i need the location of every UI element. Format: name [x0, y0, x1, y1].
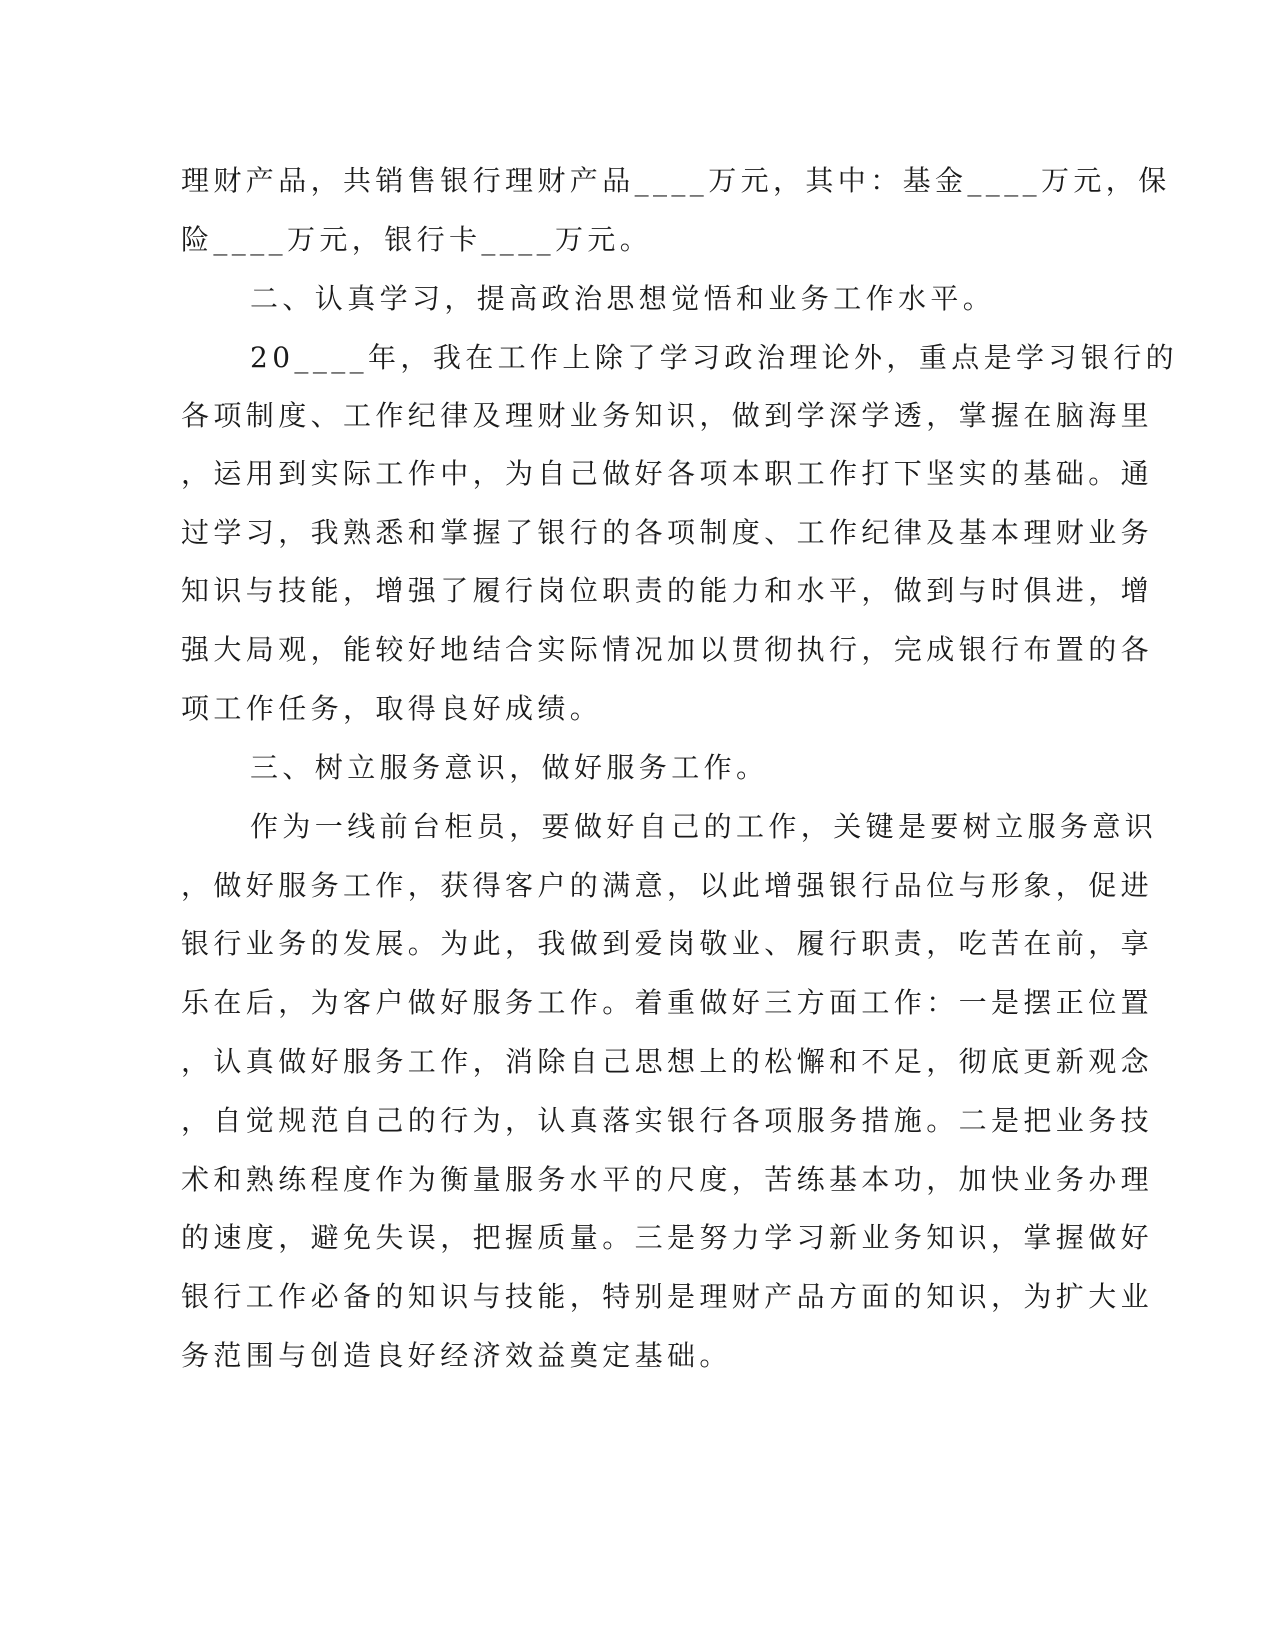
text-line-17: ，自觉规范自己的行为，认真落实银行各项服务措施。二是把业务技 [181, 1104, 1154, 1137]
text-line-14: 银行业务的发展。为此，我做到爱岗敬业、履行职责，吃苦在前，享 [181, 927, 1154, 960]
text-line-8: 知识与技能，增强了履行岗位职责的能力和水平，做到与时俱进，增 [181, 574, 1154, 607]
text-line-5: 各项制度、工作纪律及理财业务知识，做到学深学透，掌握在脑海里 [181, 399, 1154, 432]
text-line-6: ，运用到实际工作中，为自己做好各项本职工作打下坚实的基础。通 [181, 457, 1154, 490]
text-line-7: 过学习，我熟悉和掌握了银行的各项制度、工作纪律及基本理财业务 [181, 516, 1154, 549]
text-line-1: 理财产品，共销售银行理财产品____万元，其中：基金____万元，保 [181, 164, 1171, 197]
text-line-13: ，做好服务工作，获得客户的满意，以此增强银行品位与形象，促进 [181, 869, 1154, 902]
text-line-20: 银行工作必备的知识与技能，特别是理财产品方面的知识，为扩大业 [181, 1280, 1154, 1313]
section-heading-3: 三、树立服务意识，做好服务工作。 [250, 751, 769, 784]
text-line-10: 项工作任务，取得良好成绩。 [181, 692, 603, 725]
text-line-21: 务范围与创造良好经济效益奠定基础。 [181, 1339, 732, 1372]
text-line-4: 20____年，我在工作上除了学习政治理论外，重点是学习银行的 [250, 341, 1179, 374]
text-line-2: 险____万元，银行卡____万元。 [181, 223, 653, 256]
text-line-19: 的速度，避免失误，把握质量。三是努力学习新业务知识，掌握做好 [181, 1221, 1154, 1254]
section-heading-2: 二、认真学习，提高政治思想觉悟和业务工作水平。 [250, 282, 996, 315]
text-line-16: ，认真做好服务工作，消除自己思想上的松懈和不足，彻底更新观念 [181, 1045, 1154, 1078]
text-line-12: 作为一线前台柜员，要做好自己的工作，关键是要树立服务意识 [250, 810, 1158, 843]
text-line-15: 乐在后，为客户做好服务工作。着重做好三方面工作：一是摆正位置 [181, 986, 1154, 1019]
text-line-9: 强大局观，能较好地结合实际情况加以贯彻执行，完成银行布置的各 [181, 633, 1154, 666]
text-line-18: 术和熟练程度作为衡量服务水平的尺度，苦练基本功，加快业务办理 [181, 1163, 1154, 1196]
